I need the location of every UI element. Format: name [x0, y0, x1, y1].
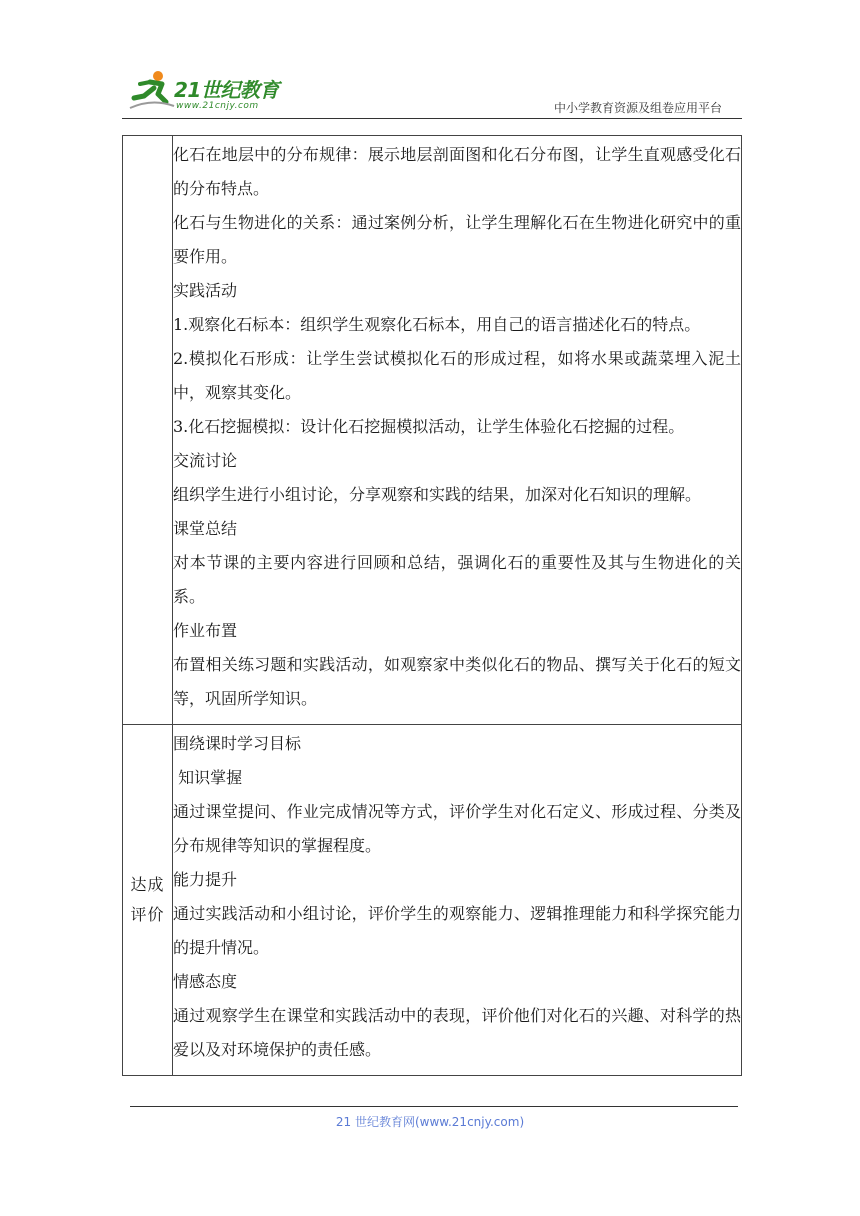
runner-icon	[128, 68, 176, 112]
section-heading: 交流讨论	[173, 451, 238, 470]
paragraph: 通过观察学生在课堂和实践活动中的表现，评价他们对化石的兴趣、对科学的热爱以及对环境保护的责任感。	[173, 1006, 741, 1059]
row-content-cell	[173, 136, 742, 725]
logo-url: www.21cnjy.com	[176, 101, 259, 111]
row-label-line: 评价	[130, 905, 165, 924]
row-content	[173, 136, 741, 724]
lesson-table	[122, 135, 742, 1076]
section-heading: 围绕课时学习目标	[173, 734, 302, 753]
section-heading: 情感态度	[173, 972, 238, 991]
row-content	[173, 725, 741, 1075]
row-label-cell	[123, 725, 173, 1076]
row-label-cell	[123, 136, 173, 725]
header-platform-text: 中小学教育资源及组卷应用平台	[553, 101, 722, 115]
logo	[122, 68, 322, 114]
paragraph: 1.观察化石标本：组织学生观察化石标本，用自己的语言描述化石的特点。	[173, 315, 701, 334]
row-label-line: 达成	[130, 875, 165, 894]
header-divider	[122, 118, 742, 119]
section-heading: 实践活动	[173, 281, 238, 300]
logo-brand: 21世纪教育	[174, 78, 279, 102]
footer-divider	[130, 1106, 738, 1107]
paragraph: 化石与生物进化的关系：通过案例分析，让学生理解化石在生物进化研究中的重要作用。	[173, 213, 741, 266]
table-row	[123, 136, 742, 725]
section-heading: 课堂总结	[173, 519, 238, 538]
row-label	[123, 870, 172, 930]
paragraph: 2.模拟化石形成：让学生尝试模拟化石的形成过程，如将水果或蔬菜埋入泥土中，观察其变化。	[173, 349, 741, 402]
row-content-cell	[173, 725, 742, 1076]
paragraph: 化石在地层中的分布规律：展示地层剖面图和化石分布图，让学生直观感受化石的分布特点。	[173, 145, 741, 198]
page-header	[122, 62, 742, 122]
paragraph: 对本节课的主要内容进行回顾和总结，强调化石的重要性及其与生物进化的关系。	[173, 553, 741, 606]
paragraph: 通过实践活动和小组讨论，评价学生的观察能力、逻辑推理能力和科学探究能力的提升情况。	[173, 904, 741, 957]
section-heading: 能力提升	[173, 870, 238, 889]
section-heading: 知识掌握	[173, 768, 243, 787]
footer-text: 21 世纪教育网(www.21cnjy.com)	[335, 1115, 525, 1129]
paragraph: 3.化石挖掘模拟：设计化石挖掘模拟活动，让学生体验化石挖掘的过程。	[173, 417, 685, 436]
table-row	[123, 725, 742, 1076]
section-heading: 作业布置	[173, 621, 238, 640]
paragraph: 组织学生进行小组讨论，分享观察和实践的结果，加深对化石知识的理解。	[173, 485, 702, 504]
paragraph: 通过课堂提问、作业完成情况等方式，评价学生对化石定义、形成过程、分类及分布规律等知识的掌握程度。	[173, 802, 741, 855]
paragraph: 布置相关练习题和实践活动，如观察家中类似化石的物品、撰写关于化石的短文等，巩固所学知识。	[173, 655, 741, 708]
